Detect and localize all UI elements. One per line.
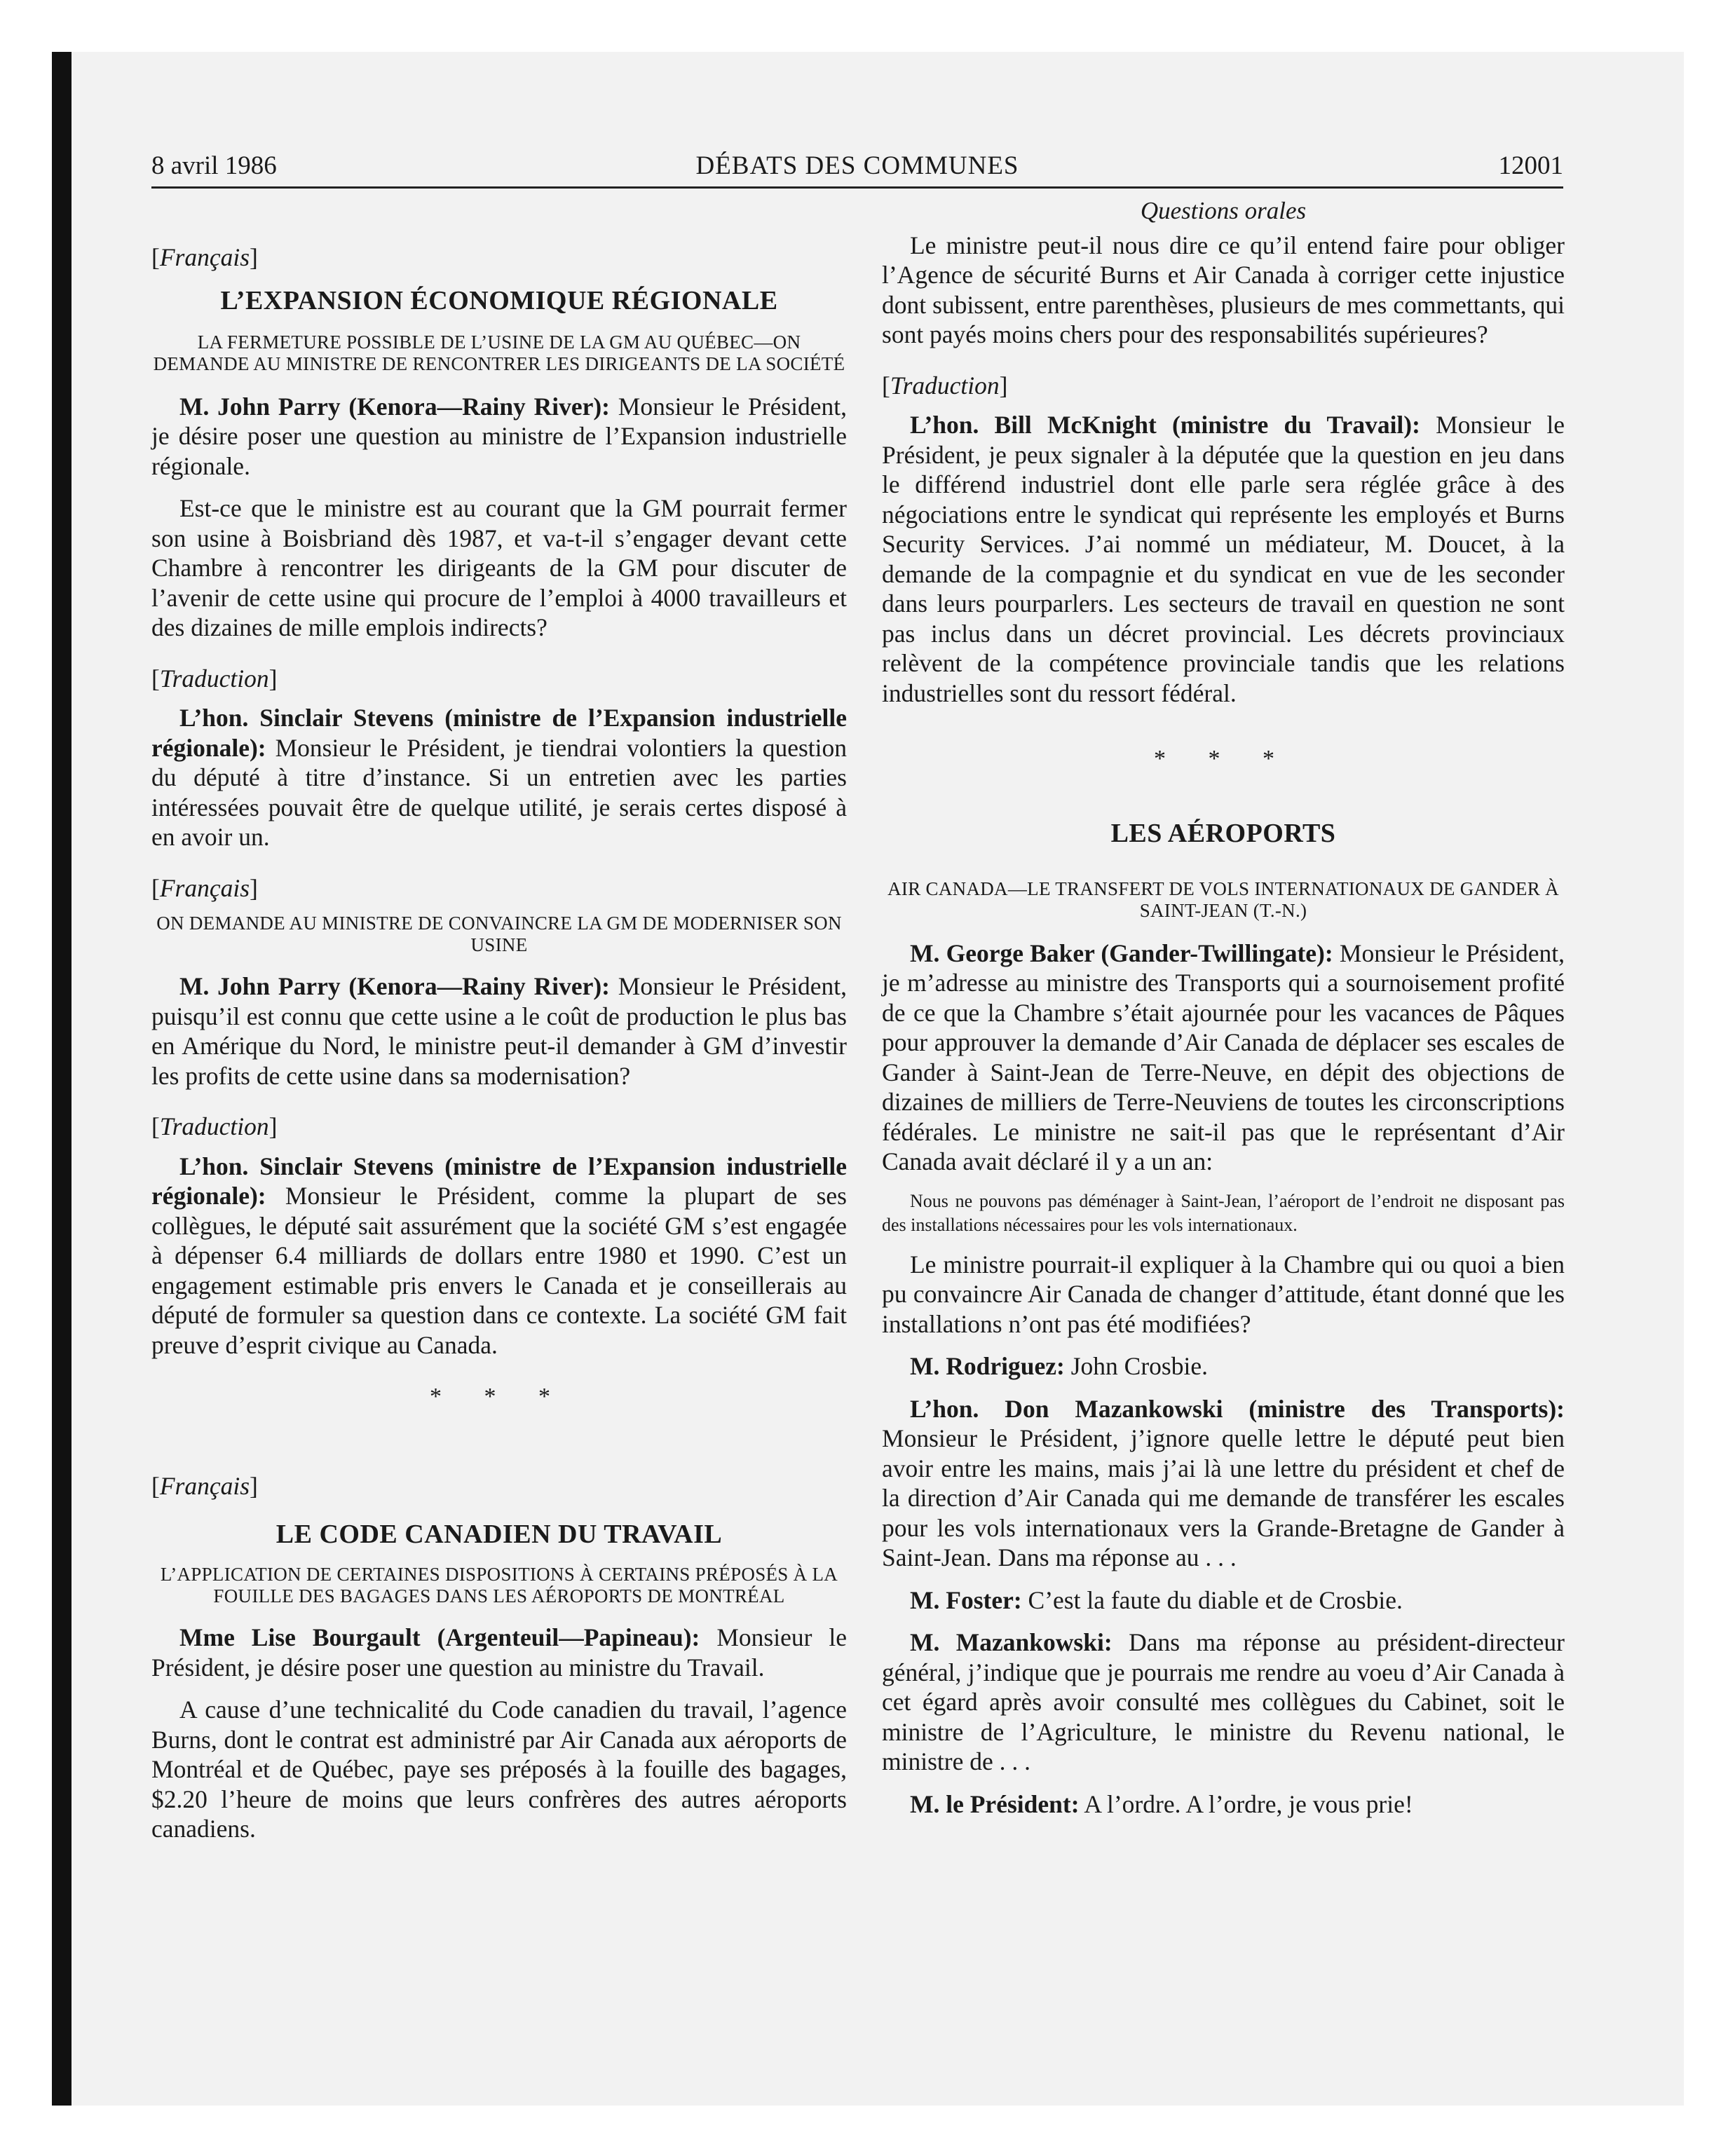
speaker-name: M. Mazankowski: xyxy=(910,1628,1113,1656)
section-heading: LE CODE CANADIEN DU TRAVAIL xyxy=(275,1520,723,1549)
speech-paragraph: M. Mazankowski: Dans ma réponse au président-directeur général, j’indique que je pourrais me rendre au voeu d’Air Canada à cet égard après avoir consulté mes collègues du Cabinet, soit le ministre de l’Agriculture, le ministre du Revenu national, le ministre de . . . xyxy=(882,1628,1565,1775)
section-separator: * * * xyxy=(1154,746,1293,772)
section-subheading: LA FERMETURE POSSIBLE DE L’USINE DE LA GM AU QUÉBEC—ON DEMANDE AU MINISTRE DE RENCONTRER LES DIRIGEANTS DE LA SOCIÉTÉ xyxy=(153,331,845,374)
section-subheading: AIR CANADA—LE TRANSFERT DE VOLS INTERNATIONAUX DE GANDER À SAINT-JEAN (T.-N.) xyxy=(887,878,1559,921)
speech-paragraph: M. Rodriguez: John Crosbie. xyxy=(910,1352,1208,1380)
section-subheading: L’APPLICATION DE CERTAINES DISPOSITIONS À CERTAINS PRÉPOSÉS À LA FOUILLE DES BAGAGES DANS LES AÉROPORTS DE MONTRÉAL xyxy=(160,1564,838,1606)
speaker-name: L’hon. Don Mazankowski (ministre des Transports): xyxy=(910,1394,1565,1423)
page-header xyxy=(151,150,1563,189)
speech-paragraph: M. Foster: C’est la faute du diable et de Crosbie. xyxy=(910,1585,1403,1614)
header-date: 8 avril 1986 xyxy=(151,151,277,180)
speaker-name: M. Foster: xyxy=(910,1585,1022,1614)
section-label: Questions orales xyxy=(1140,197,1307,224)
binding-edge xyxy=(52,52,72,2106)
header-page-number: 12001 xyxy=(1498,151,1563,180)
section-subheading: ON DEMANDE AU MINISTRE DE CONVAINCRE LA GM DE MODERNISER SON USINE xyxy=(156,913,842,955)
speaker-name: Mme Lise Bourgault (Argenteuil—Papineau): xyxy=(179,1623,700,1651)
speaker-name: M. John Parry (Kenora—Rainy River): xyxy=(179,392,610,421)
speech-paragraph: Mme Lise Bourgault (Argenteuil—Papineau): Monsieur le Président, je désire poser une question au ministre du Travail. xyxy=(151,1623,847,1681)
quoted-passage: Nous ne pouvons pas déménager à Saint-Jean, l’aéroport de l’endroit ne disposant pas des installations nécessaires pour les vols internationaux. xyxy=(882,1190,1565,1235)
speaker-name: M. John Parry (Kenora—Rainy River): xyxy=(179,972,610,1000)
speech-paragraph: L’hon. Sinclair Stevens (ministre de l’Expansion industrielle régionale): Monsieur le Président, comme la plupart de ses collègues, le député sait assurément que la société GM s’est engagée à dépenser 6.4 milliards de dollars entre 1980 et 1990. C’est un engagement estimable pris envers le Canada et je conseillerais au député de formuler sa question dans ce contexte. La société GM fait preuve d’esprit civique au Canada. xyxy=(151,1152,847,1359)
section-heading: LES AÉROPORTS xyxy=(1110,818,1336,848)
speech-paragraph: M. le Président: A l’ordre. A l’ordre, je vous prie! xyxy=(910,1789,1413,1818)
speaker-name: L’hon. Sinclair Stevens (ministre de l’Expansion industrielle régionale): xyxy=(151,1152,847,1210)
language-tag: [Français] xyxy=(151,243,258,271)
speech-paragraph: L’hon. Bill McKnight (ministre du Travail): Monsieur le Président, je peux signaler à la députée que la question en jeu dans le différend industriel dont elle parle sera réglée grâce à des négociations entre le syndicat qui représente les employés et Burns Security Services. J’ai nommé un médiateur, M. Doucet, à la demande de la compagnie et du syndicat en vue de les seconder dans leurs pourparlers. Les secteurs de travail en question ne sont pas inclus dans un décret provincial. Les décrets provinciaux relèvent de la compétence provinciale tandis que les relations industrielles sont du ressort fédéral. xyxy=(882,411,1565,707)
language-tag: [Traduction] xyxy=(151,664,278,692)
speech-paragraph: Est-ce que le ministre est au courant que la GM pourrait fermer son usine à Boisbriand dès 1987, et va-t-il s’engager devant cette Chambre à rencontrer les dirigeants de la GM pour discuter de l’avenir de cette usine qui procure de l’emploi à 4000 travailleurs et des dizaines de mille emplois indirects? xyxy=(151,494,847,641)
speaker-name: M. le Président: xyxy=(910,1789,1080,1818)
speech-paragraph: A cause d’une technicalité du Code canadien du travail, l’agence Burns, dont le contrat est administré par Air Canada aux aéroports de Montréal et de Québec, paye ses préposés à la fouille des bagages, $2.20 l’heure de moins que leurs confrères des autres aéroports canadiens. xyxy=(151,1696,847,1843)
speaker-name: L’hon. Bill McKnight (ministre du Travail): xyxy=(910,411,1420,439)
language-tag: [Français] xyxy=(151,1471,258,1500)
speaker-name: L’hon. Sinclair Stevens (ministre de l’Expansion industrielle régionale): xyxy=(151,704,847,762)
speech-paragraph: L’hon. Don Mazankowski (ministre des Transports): Monsieur le Président, j’ignore quelle lettre le député peut bien avoir entre les mains, mais j’ai là une lettre du président et chef de la direction d’Air Canada qui me demande de transférer les escales pour les vols internationaux vers la Grande-Bretagne de Gander à Saint-Jean. Dans ma réponse au . . . xyxy=(882,1394,1565,1571)
speech-paragraph: Le ministre pourrait-il expliquer à la Chambre qui ou quoi a bien pu convaincre Air Canada de changer d’attitude, étant donné que les installations n’ont pas été modifiées? xyxy=(882,1250,1565,1338)
language-tag: [Traduction] xyxy=(151,1112,278,1140)
right-column xyxy=(882,196,1565,1819)
speech-paragraph: M. John Parry (Kenora—Rainy River): Monsieur le Président, je désire poser une question au ministre de l’Expansion industrielle régionale. xyxy=(151,392,847,480)
header-title: DÉBATS DES COMMUNES xyxy=(695,151,1019,180)
speaker-name: M. George Baker (Gander-Twillingate): xyxy=(910,939,1333,967)
section-separator: * * * xyxy=(430,1384,569,1410)
speaker-name: M. Rodriguez: xyxy=(910,1352,1065,1380)
left-column xyxy=(151,196,847,1844)
speech-paragraph: M. George Baker (Gander-Twillingate): Monsieur le Président, je m’adresse au ministre des Transports qui a sournoisement profité de ce que la Chambre s’était ajournée pour les vacances de Pâques pour approuver la demande d’Air Canada de déplacer ses escales de Gander à Saint-Jean de Terre-Neuve, en dépit des objections de dizaines de milliers de Terre-Neuviens de toutes les circonscriptions fédérales. Le ministre ne sait-il pas que le représentant d’Air Canada avait déclaré il y a un an: xyxy=(882,939,1565,1175)
language-tag: [Traduction] xyxy=(882,371,1008,400)
section-heading: L’EXPANSION ÉCONOMIQUE RÉGIONALE xyxy=(220,285,778,315)
speech-paragraph: L’hon. Sinclair Stevens (ministre de l’Expansion industrielle régionale): Monsieur le Président, je tiendrai volontiers la question du député à titre d’instance. Si un entretien avec les parties intéressées pouvait être de quelque utilité, je serais certes disposé à en avoir un. xyxy=(151,704,847,851)
language-tag: [Français] xyxy=(151,873,258,902)
speech-paragraph: Le ministre peut-il nous dire ce qu’il entend faire pour obliger l’Agence de sécurité Burns et Air Canada à corriger cette injustice dont subissent, entre parenthèses, plusieurs de mes commettants, qui sont payés moins chers pour des responsabilités supérieures? xyxy=(882,231,1565,348)
speech-paragraph: M. John Parry (Kenora—Rainy River): Monsieur le Président, puisqu’il est connu que cette usine a le coût de production le plus bas en Amérique du Nord, le ministre peut-il demander à GM d’investir les profits de cette usine dans sa modernisation? xyxy=(151,972,847,1090)
